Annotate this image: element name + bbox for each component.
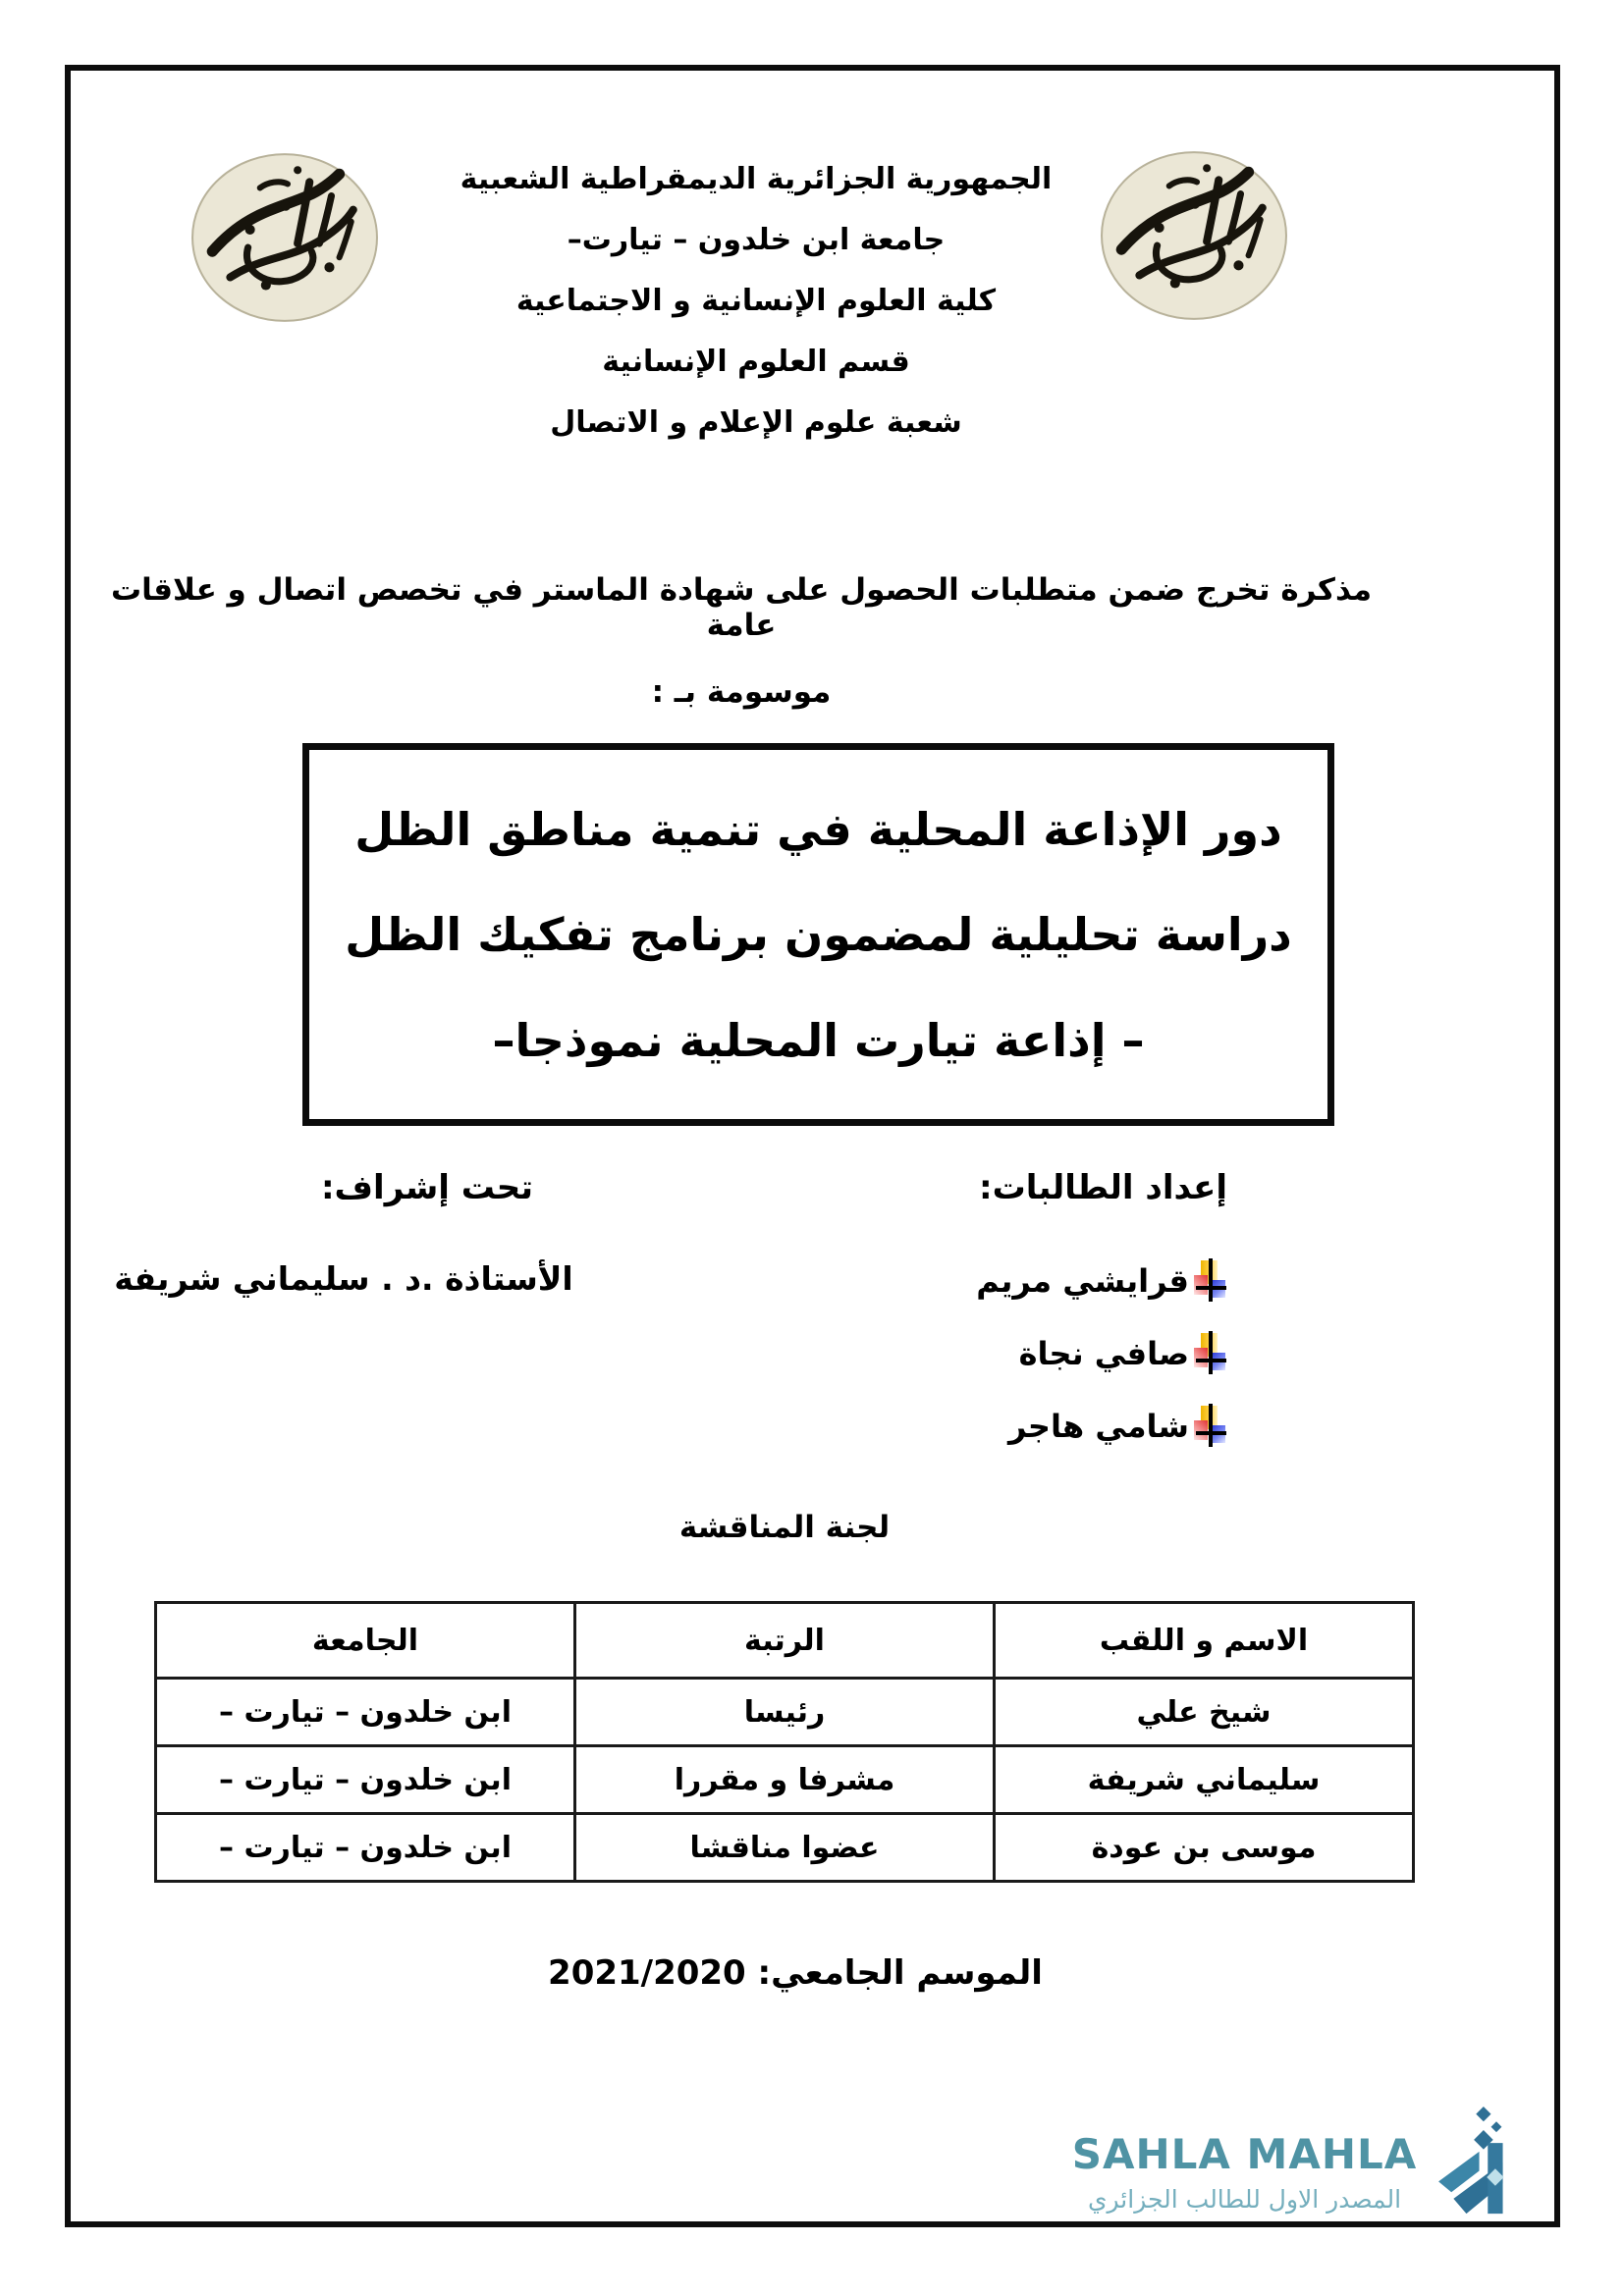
colored-cross-bullet-icon — [1194, 1331, 1227, 1376]
students-label: إعداد الطالبات: — [979, 1168, 1227, 1207]
member-name: موسى بن عودة — [995, 1814, 1414, 1882]
committee-header-row — [156, 1603, 1414, 1679]
supervision-label: تحت إشراف: — [320, 1168, 534, 1207]
colored-cross-bullet-icon — [1194, 1258, 1227, 1304]
member-university: ابن خلدون – تيارت – — [156, 1679, 575, 1746]
student-row — [830, 1390, 1227, 1463]
member-university: ابن خلدون – تيارت – — [156, 1746, 575, 1814]
member-rank: مشرفا و مقررا — [575, 1746, 995, 1814]
column-header-rank: الرتبة — [575, 1603, 995, 1679]
table-row — [156, 1814, 1414, 1882]
student-name: صافي نجاة — [1018, 1335, 1189, 1372]
table-row — [156, 1679, 1414, 1746]
colored-cross-bullet-icon — [1194, 1404, 1227, 1449]
member-name: شيخ علي — [995, 1679, 1414, 1746]
watermark-brand: SAHLA MAHLA — [1071, 2130, 1418, 2178]
thesis-requirement-line: مذكرة تخرج ضمن متطلبات الحصول على شهادة الماستر في تخصص اتصال و علاقات عامة — [110, 572, 1373, 643]
committee-table — [154, 1601, 1415, 1883]
faculty-line: كلية العلوم الإنسانية و الاجتماعية — [515, 284, 997, 318]
department-line: قسم العلوم الإنسانية — [602, 345, 910, 379]
committee-heading: لجنة المناقشة — [678, 1510, 891, 1545]
student-row — [830, 1317, 1227, 1390]
supervisor-name: الأستاذة .د . سليماني شريفة — [114, 1259, 573, 1298]
institution-header — [334, 162, 1178, 440]
student-name: شامي هاجر — [1008, 1408, 1189, 1445]
sahla-mahla-calligraphy-icon — [1426, 2107, 1532, 2224]
column-header-name: الاسم و اللقب — [995, 1603, 1414, 1679]
branch-line: شعبة علوم الإعلام و الاتصال — [550, 405, 962, 440]
title-line-1: دور الإذاعة المحلية في تنمية مناطق الظل — [354, 802, 1282, 856]
student-row — [830, 1245, 1227, 1317]
republic-line: الجمهورية الجزائرية الديمقراطية الشعبية — [460, 162, 1053, 196]
member-rank: رئيسا — [575, 1679, 995, 1746]
students-list — [830, 1245, 1227, 1463]
table-row — [156, 1746, 1414, 1814]
watermark-tagline: المصدر الاول للطالب الجزائري — [1087, 2185, 1402, 2214]
member-rank: عضوا مناقشا — [575, 1814, 995, 1882]
thesis-title-box — [302, 743, 1334, 1126]
member-university: ابن خلدون – تيارت – — [156, 1814, 575, 1882]
student-name: قرايشي مريم — [976, 1262, 1189, 1300]
title-line-2: دراسة تحليلية لمضمون برنامج تفكيك الظل — [345, 908, 1292, 961]
member-name: سليماني شريفة — [995, 1746, 1414, 1814]
titled-line: موسومة بـ : — [651, 674, 832, 710]
column-header-university: الجامعة — [156, 1603, 575, 1679]
academic-year: الموسم الجامعي: 2021/2020 — [548, 1953, 1043, 1993]
title-line-3: – إذاعة تيارت المحلية نموذجا– — [492, 1013, 1145, 1067]
university-line: جامعة ابن خلدون – تيارت– — [567, 223, 946, 257]
thesis-intro — [88, 572, 1394, 710]
